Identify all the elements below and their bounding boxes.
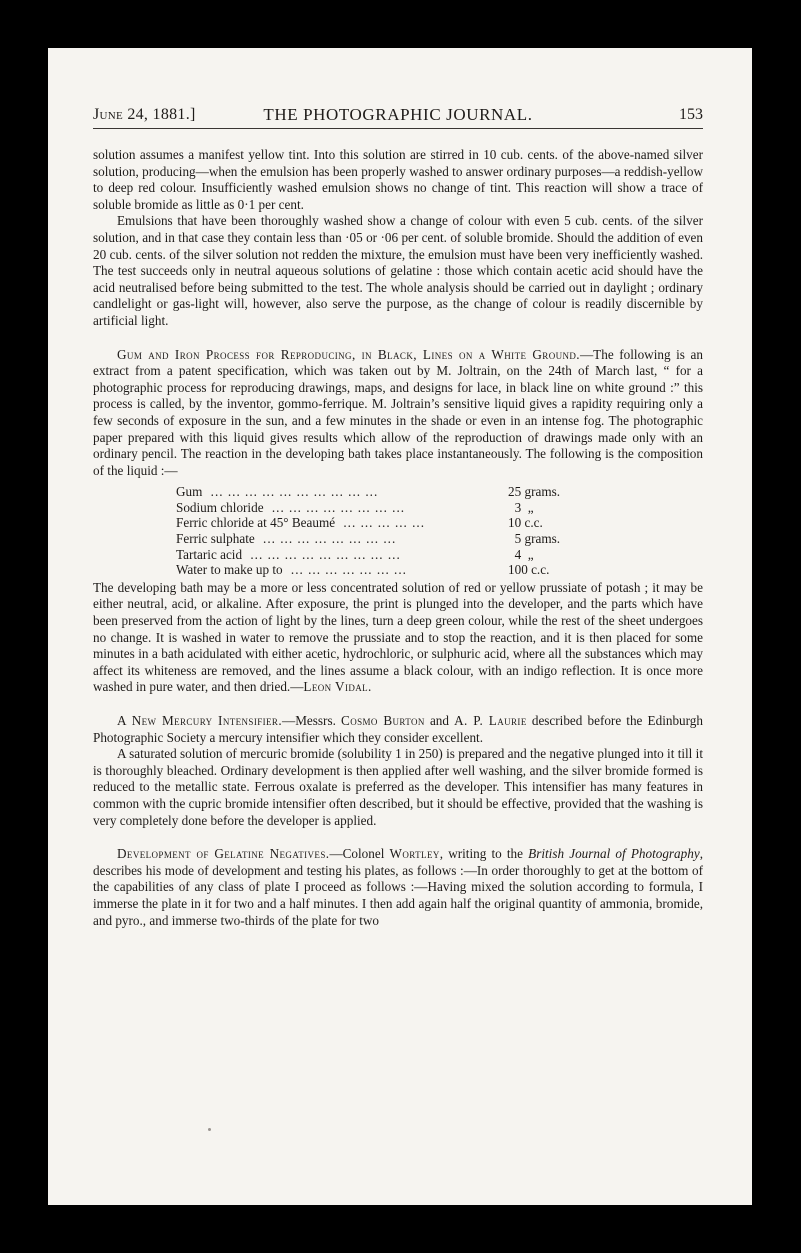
paragraph: Emulsions that have been thoroughly washed show a change of colour with even 5 cub. cents. of the silver solution, and in that case they contain less than ·05 or ·06 per cent. of soluble bromide. Should the addition of even 20 cub. cents. of the silver solution not redden the mixture, the emulsion must have been very inefficiently washed. The test succeeds only in neutral aqueous solutions of gelatine : those which contain acetic acid should have the acid neutralised before being submitted to the test. The whole analysis should be carried out in daylight ; ordinary candlelight or gas-light will, however, also serve the purpose, as the change of colour is readily discernible by artificial light. (93, 213, 703, 328)
recipe-row (176, 562, 598, 578)
paper-speck (208, 1128, 211, 1131)
ingredient-name: Ferric sulphate (176, 531, 259, 546)
journal-page (48, 48, 752, 1205)
ingredient-amount: 100 (508, 562, 528, 578)
gum-iron-continuation (93, 580, 703, 696)
section-heading: Development of Gelatine Negatives. (117, 846, 330, 862)
person-name: Wortley (389, 846, 440, 862)
person-name: Cosmo Burton (341, 713, 425, 728)
dot-leader: ... ... ... ... ... (339, 515, 426, 531)
section-text: The developing bath may be a more or less concentrated solution of red or yellow prussiate of potash ; it may be either neutral, acid, or alkaline. After exposure, the print is plunged into the developer, and the parts which have been preserved from the action of light by the lines, turn a deep green colour, while the rest of the sheet undergoes no change. It is washed in water to remove the prussiate and to stop the reaction, and it is then placed for some minutes in a bath acidulated with either acetic, hydrochloric, or sulphuric acid, where all the substances which may affect its whiteness are removed, and the lines assume a black colour, with an indigo reflection. It is once more washed in pure water, and then dried.— (93, 579, 703, 695)
ingredient-unit: grams. (524, 531, 561, 547)
ingredient-amount: 10 (508, 515, 522, 531)
running-header (93, 104, 703, 126)
section-text: —Colonel (329, 846, 390, 862)
ingredient-name: Tartaric acid (176, 547, 246, 562)
journal-title: THE PHOTOGRAPHIC JOURNAL. (263, 105, 533, 124)
article-body (93, 147, 703, 929)
gum-iron-process-paragraph (93, 347, 703, 480)
ingredient-unit: c.c. (524, 515, 543, 531)
dot-leader: ... ... ... ... ... ... ... ... (258, 531, 397, 547)
page-number: 153 (679, 106, 703, 123)
recipe-row (176, 515, 598, 531)
ingredient-amount: 4 (514, 546, 522, 562)
dot-leader: ... ... ... ... ... ... ... ... ... ... (206, 484, 379, 500)
ingredient-amount: 3 (514, 499, 522, 515)
dot-leader: ... ... ... ... ... ... ... ... ... (246, 546, 401, 562)
section-text: —The following is an extract from a patent specification, which was taken out by M. Joltrain, on the 24th of March last, “ for a photographic process for reproducing drawings, maps, and designs for lace, in black line on white ground :” this process is called, by the inventor, gommo-ferrique. M. Joltrain’s sensitive liquid gives a rapidity requiring only a few seconds of exposure in the sun, and a few minutes in the shade or even in an intense fog. The photographic paper prepared with this liquid gives results which allow of the reproduction of drawings made only with an ordinary pencil. The reaction in the developing bath takes place instantaneously. The following is the composition of the liquid :— (93, 346, 703, 478)
dot-leader: ... ... ... ... ... ... ... (286, 562, 407, 578)
header-rule (93, 128, 703, 129)
author-signature: Leon Vidal. (303, 679, 372, 695)
ingredient-unit: „ (527, 546, 534, 562)
paragraph: A saturated solution of mercuric bromide (solubility 1 in 250) is prepared and the negative plunged into it till it is thoroughly bleached. Ordinary development is then applied after well washing, and the silver bromide formed is reduced to the metallic state. Ferrous oxalate is preferred as the developer. This intensifier has many features in common with the cupric bromide intensifier often described, but it should be effective, provided that the washing is very completely done before the developer is applied. (93, 746, 703, 828)
ingredient-unit: „ (527, 499, 534, 515)
recipe-row (176, 500, 598, 516)
mercury-intensifier-paragraph (93, 713, 703, 746)
ingredient-unit: grams. (524, 484, 561, 500)
section-heading: Gum and Iron Process for Reproducing, in Black, Lines on a White Ground. (117, 346, 580, 362)
recipe-row (176, 547, 598, 563)
recipe-row (176, 531, 598, 547)
issue-date: June 24, 1881.] (93, 106, 196, 123)
recipe-row (176, 484, 598, 500)
ingredient-amount: 25 (508, 484, 522, 500)
section-text: and (424, 713, 455, 728)
paragraph: solution assumes a manifest yellow tint. Into this solution are stirred in 10 cub. cents. of the above-named silver solution, producing—when the emulsion has been properly washed to answer ordinary purposes—a reddish-yellow to deep red colour. Insufficiently washed emulsion shows no change of tint. This reaction will show a trace of soluble bromide as little as 0·1 per cent. (93, 147, 703, 212)
ingredient-name: Ferric chloride at 45° Beaumé (176, 515, 339, 530)
section-text: , describes his mode of development and testing his plates, as follows :—In order thoroughly to get at the bottom of the capabilities of any class of plate I proceed as follows :—Having mixed the solution according to formula, I immerse the plate in it for two and a half minutes. I then add again half the original quantity of ammonia, bromide, and pyro., and immerse two-thirds of the plate for two (93, 846, 703, 928)
section-heading: A New Mercury Intensifier. (117, 713, 283, 728)
development-paragraph (93, 846, 703, 929)
journal-reference: British Journal of Photography (528, 846, 700, 862)
dot-leader: ... ... ... ... ... ... ... ... (267, 499, 406, 515)
section-text: described before the Edinburgh Photographic Society a mercury intensifier which they consider excellent. (93, 713, 703, 745)
section-text: , writing to the (439, 846, 529, 862)
recipe-table (176, 484, 598, 578)
ingredient-name: Sodium chloride (176, 500, 268, 515)
section-text: —Messrs. (282, 713, 341, 728)
ingredient-name: Water to make up to (176, 562, 287, 577)
person-name: A. P. Laurie (454, 713, 527, 728)
ingredient-amount: 5 (514, 531, 522, 547)
ingredient-name: Gum (176, 484, 206, 499)
ingredient-unit: c.c. (531, 562, 550, 578)
